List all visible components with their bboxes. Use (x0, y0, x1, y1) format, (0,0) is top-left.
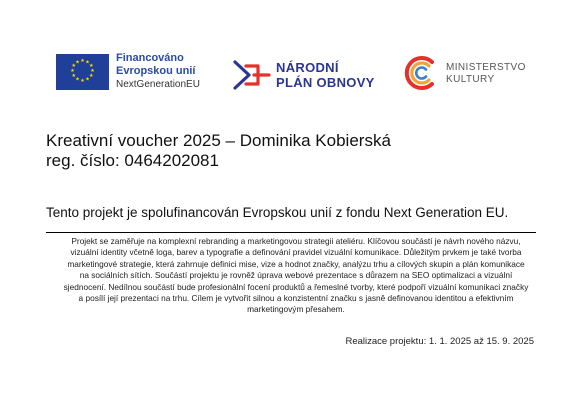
svg-text:★: ★ (80, 58, 85, 64)
svg-text:★: ★ (71, 73, 77, 79)
svg-text:★: ★ (71, 63, 77, 69)
svg-text:★: ★ (75, 76, 80, 83)
project-period: Realizace projektu: 1. 1. 2025 až 15. 9. 2025 (345, 336, 534, 347)
project-description: Projekt se zaměřuje na komplexní rebranding a marketingovou strategii ateliéru. Klíčovou součástí je návrh nového názvu, vizuální identity včetně loga, barev a typografie a definování pravidel vizuální komunikace. Důležitým prvkem je také tvorba marketingové strategie, která zahrnuje definici mise, vize a hodnot značky, analýzu trhu a cílových skupin a plán komunikace na sociálních sítích. Součástí projektu je rovněž úprava webové prezentace s důrazem na SEO optimalizaci a vizuální sjednocení. Nedílnou součástí bude profesionální focení produktů a řemeslné tvorby, které podpoří vizuální komunikaci značky a posílí její prezentaci na trhu. Cílem je vytvořit silnou a konzistentní značku s jasně definovanou identitou a efektivním marketingovým přesahem. (63, 236, 529, 315)
ministry-line-1: MINISTERSTVO (446, 62, 526, 73)
divider (46, 232, 536, 233)
svg-text:★: ★ (80, 78, 85, 84)
svg-text:★: ★ (85, 59, 90, 66)
svg-text:★: ★ (75, 59, 80, 66)
eu-line-1: Financováno (116, 52, 184, 64)
funding-statement: Tento projekt je spolufinancován Evropskou unií z fondu Next Generation EU. (46, 205, 509, 220)
logo-strip (0, 44, 580, 100)
svg-text:★: ★ (85, 76, 90, 83)
npo-line-1: NÁRODNÍ (276, 60, 339, 75)
registration-number: reg. číslo: 0464202081 (46, 151, 219, 170)
eu-line-2: Evropskou unií (116, 65, 196, 77)
svg-text:★: ★ (90, 68, 95, 74)
eu-flag-icon (56, 54, 109, 90)
npo-line-2: PLÁN OBNOVY (276, 75, 375, 90)
project-title: Kreativní voucher 2025 – Dominika Kobierská (46, 131, 391, 150)
svg-text:★: ★ (70, 68, 75, 74)
npo-mark-icon (232, 58, 272, 92)
ministry-line-2: KULTURY (446, 74, 495, 85)
svg-text:★: ★ (88, 73, 94, 79)
eu-line-3: NextGenerationEU (116, 79, 200, 90)
svg-text:★: ★ (88, 63, 94, 69)
ministry-c-icon (402, 54, 440, 92)
